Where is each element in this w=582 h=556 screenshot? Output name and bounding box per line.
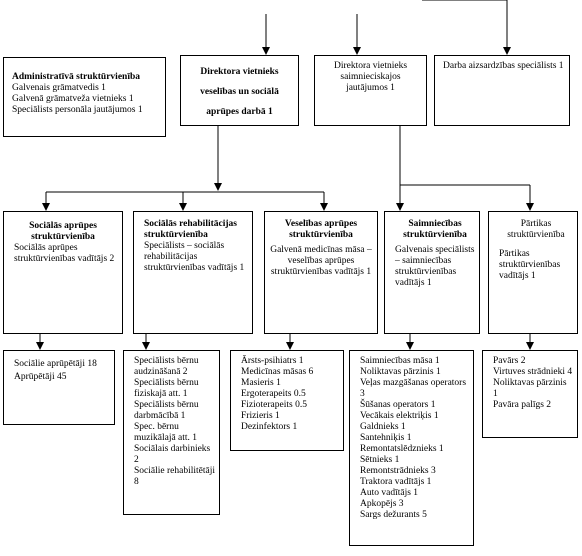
admin-line: Galvenais grāmatvedis 1 <box>12 83 106 93</box>
staff-item: Sargs dežurants 5 <box>360 510 427 520</box>
staff-item: Speciālists bērnu audzināšanā 2 <box>134 356 199 377</box>
staff-item: Traktora vadītājs 1 <box>360 477 432 487</box>
staff-health-care <box>230 350 344 451</box>
unit-food <box>488 211 578 334</box>
admin-unit-box <box>3 57 166 137</box>
staff-item: Dezinfektors 1 <box>241 422 298 432</box>
safety-specialist-box <box>434 55 570 126</box>
staff-item: Spec. bērnu muzikālajā att. 1 <box>134 422 198 443</box>
admin-line: Speciālists personāla jautājumos 1 <box>12 105 143 115</box>
admin-line: Galvenā grāmatveža vietnieks 1 <box>12 94 134 104</box>
staff-item: Speciālists bērnu darbmācībā 1 <box>134 400 199 421</box>
staff-item: Pavārs 2 <box>493 356 526 366</box>
unit-title: Sociālās rehabilitācijas struktūrvienība <box>144 219 237 240</box>
unit-health-care <box>264 211 378 334</box>
safety-specialist-title: Darba aizsardzības speciālists 1 <box>443 61 564 71</box>
staff-social-rehab <box>123 350 220 515</box>
staff-food <box>482 350 578 438</box>
staff-item: Sētnieks 1 <box>360 455 400 465</box>
director-social-box <box>180 55 299 126</box>
unit-title: Pārtikas struktūrvienība <box>507 219 565 240</box>
staff-item: Santehniķis 1 <box>360 433 412 443</box>
staff-item: Virtuves strādnieki 4 <box>493 367 573 377</box>
staff-item: Frizieris 1 <box>241 411 280 421</box>
staff-item: Šūšanas operators 1 <box>360 400 436 410</box>
staff-item: Auto vadītājs 1 <box>360 488 419 498</box>
staff-item: Remontatslēdznieks 1 <box>360 444 444 454</box>
staff-item: Pavāra palīgs 2 <box>493 400 552 410</box>
staff-item: Aprūpētāji 45 <box>14 372 67 382</box>
staff-social-care <box>3 350 115 425</box>
staff-item: Medicīnas māsas 6 <box>241 367 314 377</box>
unit-social-rehab <box>133 211 253 334</box>
staff-item: Sociālie aprūpētāji 18 <box>14 359 97 369</box>
unit-household <box>384 211 480 334</box>
unit-body: Galvenā medicīnas māsa –veselības aprūpes struktūrvienības vadītājs 1 <box>270 245 372 277</box>
staff-item: Ārsts-psihiatrs 1 <box>241 356 304 366</box>
staff-item: Vecākais elektriķis 1 <box>360 411 439 421</box>
unit-body: Pārtikas struktūrvienības vadītājs 1 <box>499 249 561 281</box>
director-household-title: Direktora vietnieks saimnieciskajos jautājumos 1 <box>333 61 408 93</box>
staff-item: Noliktavas pārzinis 1 <box>493 378 567 399</box>
staff-household <box>349 350 474 546</box>
staff-item: Ergoterapeits 0.5 <box>241 389 306 399</box>
staff-item: Masieris 1 <box>241 378 281 388</box>
staff-item: Speciālists bērnu fiziskajā att. 1 <box>134 378 199 399</box>
unit-social-care <box>3 211 123 334</box>
admin-unit-title: Administratīvā struktūrvienība <box>12 72 140 82</box>
unit-body: Galvenais speciālists – saimniecības struktūrvienības vadītājs 1 <box>395 245 475 288</box>
staff-item: Galdnieks 1 <box>360 422 406 432</box>
unit-body: Sociālās aprūpes struktūrvienības vadītājs 2 <box>14 243 115 264</box>
staff-item: Sociālais darbinieks 2 <box>134 444 211 465</box>
staff-item: Veļas mazgāšanas operators 3 <box>360 378 467 399</box>
staff-item: Sociālie rehabilitētāji 8 <box>134 466 215 487</box>
staff-item: Fizioterapeits 0.5 <box>241 400 307 410</box>
director-social-title: Direktora vietnieks veselības un sociālā aprūpes darbā 1 <box>200 67 279 117</box>
staff-item: Apkopējs 3 <box>360 499 404 509</box>
staff-item: Remontstrādnieks 3 <box>360 466 436 476</box>
unit-title: Saimniecības struktūrvienība <box>403 219 467 240</box>
unit-body: Speciālists – sociālās rehabilitācijas struktūrvienības vadītājs 1 <box>144 241 245 273</box>
staff-item: Saimniecības māsa 1 <box>360 356 440 366</box>
unit-title: Veselības aprūpes struktūrvienība <box>284 219 358 240</box>
unit-title: Sociālās aprūpes struktūrvienība <box>29 221 97 242</box>
director-household-box <box>314 55 427 126</box>
staff-item: Noliktavas pārzinis 1 <box>360 367 441 377</box>
